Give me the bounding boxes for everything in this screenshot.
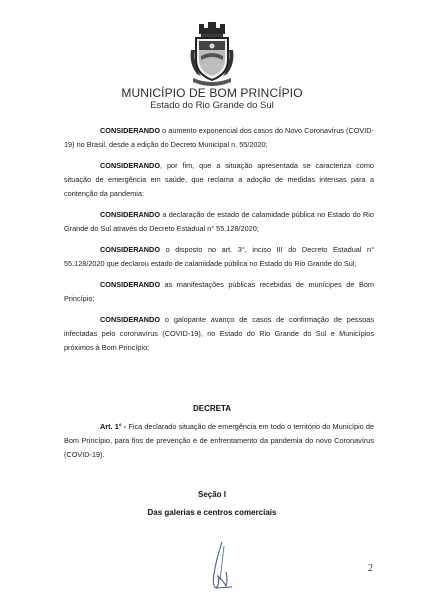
consideration-paragraph: CONSIDERANDO as manifestações públicas recebidas de munícipes de Bom Princípio; <box>64 280 374 303</box>
consideration-paragraph: CONSIDERANDO o galopante avanço de casos de confirmação de pessoas infectadas pelo coronavírus (COVID-19), no Estado do Rio Grande do Sul e Municípios próximos à Bom Princípio; <box>64 315 374 352</box>
consideration-paragraph: CONSIDERANDO o disposto no art. 3°, inciso III do Decreto Estadual n° 55.128/2020 que declarou estado de calamidade pública no Estado do Rio Grande do Sul; <box>64 245 374 268</box>
municipality-title: MUNICÍPIO DE BOM PRINCÍPIO <box>121 86 303 100</box>
municipal-coat-of-arms-icon <box>187 20 237 86</box>
consideration-paragraph: CONSIDERANDO o aumento exponencial dos casos do Novo Coronavírus (COVID-19) no Brasil, desde a edição do Decreto Municipal n. 55/2020; <box>64 126 374 149</box>
state-subtitle: Estado do Rio Grande do Sul <box>150 100 274 111</box>
article-block <box>64 420 374 469</box>
article-1-paragraph: Art. 1° - Fica declarado situação de emergência em todo o território do Município de Bom Princípio, para fins de prevenção e de enfrentamento da pandemia do novo Coronavírus (COVID-19). <box>64 422 374 459</box>
consideration-paragraph: CONSIDERANDO, por fim, que a situação apresentada se caracteriza como situação de emergência em saúde, que reclama a adoção de medidas intensas para a contenção da pandemia; <box>64 161 374 198</box>
section-subtitle: Das galerias e centros comerciais <box>147 508 277 517</box>
decreta-heading: DECRETA <box>192 404 232 413</box>
considerations-block <box>64 124 374 362</box>
signature-icon <box>202 540 236 592</box>
page-number: 2 <box>368 563 373 574</box>
consideration-paragraph: CONSIDERANDO a declaração de estado de calamidade pública no Estado do Rio Grande do Sul através do Decreto Estadual n° 55.128/2020; <box>64 210 374 233</box>
section-title: Seção I <box>197 490 226 499</box>
